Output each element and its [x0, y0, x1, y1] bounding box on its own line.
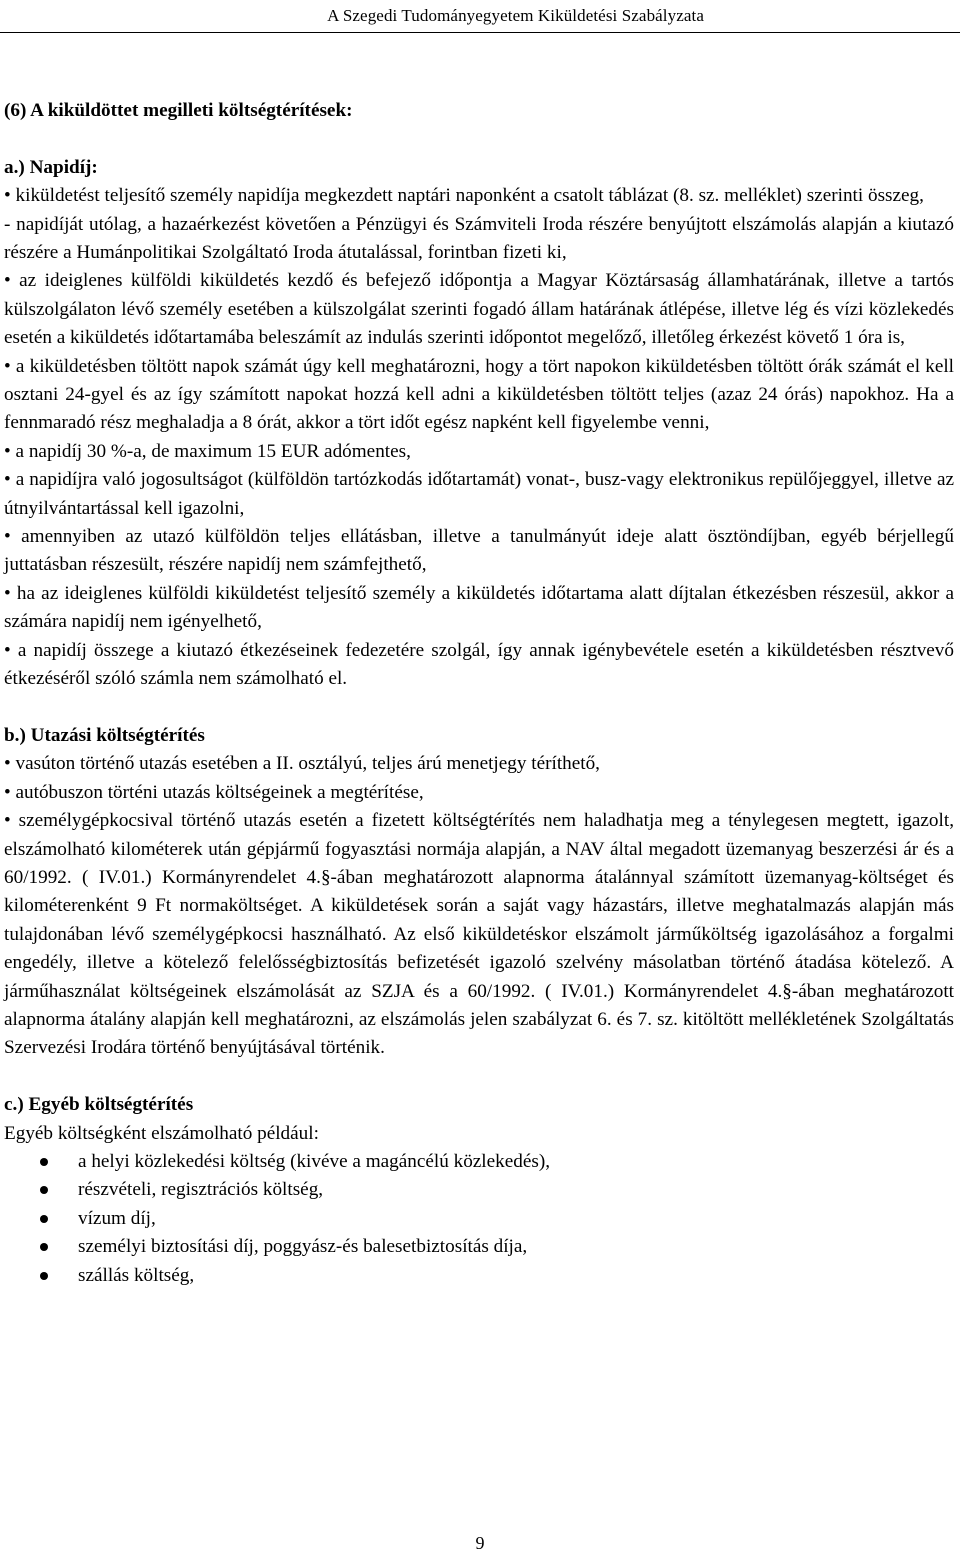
- napidij-paragraph: - napidíját utólag, a hazaérkezést követően a Pénzügyi és Számviteli Iroda részére benyújtott elszámolás alapján a kiutazó részére a Humánpolitikai Szolgáltató Iroda átutalással, forintban fizeti ki,: [4, 213, 954, 264]
- egyeb-heading: c.) Egyéb költségtérítés: [4, 1094, 194, 1116]
- napidij-paragraph: • a napidíj összege a kiutazó étkezéseinek fedezetére szolgál, így annak igénybevétele esetén a kiküldetésben résztvevő étkezéséről szóló számla nem számolható el.: [4, 639, 954, 690]
- list-item: személyi biztosítási díj, poggyász-és balesetbiztosítás díja,: [4, 1233, 954, 1261]
- bullet-icon: [40, 1158, 48, 1166]
- bullet-icon: [40, 1215, 48, 1223]
- napidij-paragraph: • a napidíj 30 %-a, de maximum 15 EUR adómentes,: [4, 440, 411, 462]
- list-item: a helyi közlekedési költség (kivéve a magáncélú közlekedés),: [4, 1148, 954, 1176]
- header-rule: [0, 32, 960, 33]
- napidij-paragraph: • amennyiben az utazó külföldön teljes ellátásban, illetve a tanulmányút ideje alatt ösztöndíjban, egyéb bérjellegű juttatásban részesült, részére napidíj nem számfejthető,: [4, 526, 954, 576]
- running-header: A Szegedi Tudományegyetem Kiküldetési Szabályzata: [327, 6, 704, 25]
- bullet-icon: [40, 1243, 48, 1251]
- napidij-paragraph: • a napidíjra való jogosultságot (külföldön tartózkodás időtartamát) vonat-, busz-vagy elektronikus repülőjeggyel, illetve az útnyilvántartással kell igazolni,: [4, 469, 954, 519]
- list-item: vízum díj,: [4, 1205, 954, 1233]
- page-number: 9: [475, 1533, 485, 1553]
- napidij-paragraph: • az ideiglenes külföldi kiküldetés kezdő és befejező időpontja a Magyar Köztársaság államhatárának, illetve a tartós külszolgálaton lévő személy esetében a külszolgálat szerinti fogadó állam határának átlépése, illetve lég és vízi közlekedés esetén a kiküldetés időtartamába beleszámít az indulás szerinti időpontot megelőző, illetőleg érkezést követő 1 óra is,: [4, 270, 954, 349]
- spacer: [4, 694, 954, 722]
- list-item: részvételi, regisztrációs költség,: [4, 1176, 954, 1204]
- bullet-icon: [40, 1272, 48, 1280]
- napidij-paragraph: • ha az ideiglenes külföldi kiküldetést teljesítő személy a kiküldetés időtartama alatt díjtalan étkezésben részesül, akkor a számára napidíj nem igényelhető,: [4, 582, 954, 633]
- utazasi-heading: b.) Utazási költségtérítés: [4, 724, 205, 746]
- document-body: [4, 97, 954, 1290]
- spacer: [4, 1063, 954, 1091]
- napidij-heading: a.) Napidíj:: [4, 156, 98, 178]
- utazasi-paragraph: • személygépkocsival történő utazás esetén a fizetett költségtérítés nem haladhatja meg a ténylegesen megtett, igazolt, elszámolható kilométerek után gépjármű fogyasztási normája alapján, a NAV által megadott üzemanyag beszerzési ár és a 60/1992. ( IV.01.) Kormányrendelet 4.§-ában meghatározott alapnorma átalánnyal számított üzemanyag-költséget és kilométerenként 9 Ft normaköltséget. A kiküldetések során a saját vagy házastárs, illetve meghatalmazás alapján más tulajdonában lévő személygépkocsi használható. Az első kiküldetéskor elszámolt járműköltség igazolásához a forgalmi engedély, illetve a kötelező felelősségbiztosítás befizetését igazoló szelvény másolatban történő átadása kötelező. A járműhasználat költségeinek elszámolását az SZJA és a 60/1992. ( IV.01.) Kormányrendelet 4.§-ában meghatározott alapnorma átalány alapján kell meghatározni, az elszámolás jelen szabályzat 6. és 7. sz. kitöltött mellékletének Szolgáltatás Szervezési Irodára történő benyújtásával történik.: [4, 810, 954, 1059]
- section-heading: (6) A kiküldöttet megilleti költségtérítések:: [4, 100, 353, 121]
- napidij-paragraph: • a kiküldetésben töltött napok számát úgy kell meghatározni, hogy a tört napokon kiküldetésben töltött órák számát el kell osztani 24-gyel és az így számított napokat hozzá kell adni a kiküldetésben töltött teljes (azaz 24 órás) napokhoz. Ha a fennmaradó rész meghaladja a 8 órát, akkor a tört időt egész napként kell figyelembe venni,: [4, 355, 954, 434]
- spacer: [4, 125, 954, 153]
- egyeb-intro: Egyéb költségként elszámolható például:: [4, 1122, 319, 1144]
- bullet-icon: [40, 1186, 48, 1194]
- utazasi-paragraph: • vasúton történő utazás esetében a II. osztályú, teljes árú menetjegy téríthető,: [4, 753, 600, 775]
- napidij-paragraph: • kiküldetést teljesítő személy napidíja megkezdett naptári naponként a csatolt táblázat (8. sz. melléklet) szerinti összeg,: [4, 185, 924, 207]
- utazasi-paragraph: • autóbuszon történi utazás költségeinek a megtérítése,: [4, 781, 424, 803]
- egyeb-list: [4, 1148, 954, 1290]
- list-item: szállás költség,: [4, 1262, 954, 1290]
